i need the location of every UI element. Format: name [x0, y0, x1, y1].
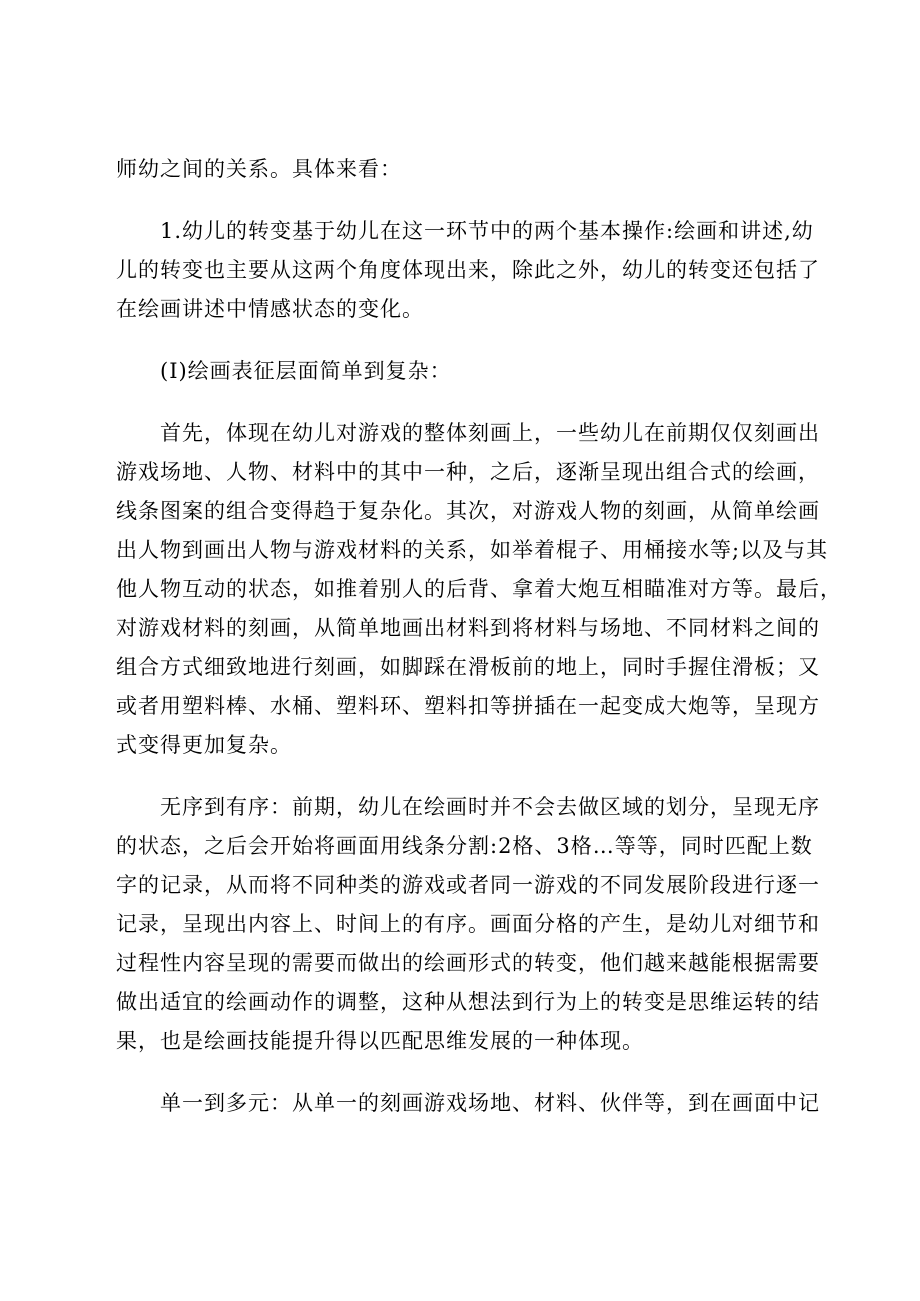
paragraph-gap [116, 189, 812, 212]
text-line: 在绘画讲述中情感状态的变化。 [116, 297, 424, 321]
paragraph [116, 788, 820, 1061]
text-line: 师幼之间的关系。具体来看： [116, 157, 402, 181]
text-line: 的状态，之后会开始将画面用线条分割:2格、3格…等等，同时匹配上数 [116, 834, 813, 858]
text-line: 首先，体现在幼儿对游戏的整体刻画上，一些幼儿在前期仅仅刻画出 [116, 421, 820, 445]
text-line: 式变得更加复杂。 [116, 733, 292, 757]
text-line: 儿的转变也主要从这两个角度体现出来，除此之外，幼儿的转变还包括了 [116, 258, 820, 282]
text-line: 对游戏材料的刻画，从简单地画出材料到将材料与场地、不同材料之间的 [116, 616, 820, 640]
paragraph-gap [116, 329, 812, 352]
paragraph-gap [116, 1061, 812, 1084]
text-line: 无序到有序：前期，幼儿在绘画时并不会去做区域的划分，呈现无序 [116, 795, 820, 819]
paragraph [116, 414, 842, 765]
document-body [116, 150, 842, 1123]
text-line: (I)绘画表征层面简单到复杂： [116, 359, 452, 383]
text-line: 线条图案的组合变得趋于复杂化。其次，对游戏人物的刻画，从简单绘画 [116, 499, 820, 523]
paragraph-gap [116, 391, 812, 414]
paragraph [116, 212, 820, 329]
text-line: 1.幼儿的转变基于幼儿在这一环节中的两个基本操作:绘画和讲述,幼 [116, 219, 814, 243]
text-line: 字的记录，从而将不同种类的游戏或者同一游戏的不同发展阶段进行逐一 [116, 873, 820, 897]
text-line: 记录，呈现出内容上、时间上的有序。画面分格的产生，是幼儿对细节和 [116, 912, 820, 936]
paragraph [116, 150, 812, 189]
text-line: 组合方式细致地进行刻画，如脚踩在滑板前的地上，同时手握住滑板；又 [116, 655, 820, 679]
text-line: 果，也是绘画技能提升得以匹配思维发展的一种体现。 [116, 1029, 644, 1053]
paragraph [116, 352, 812, 391]
text-line: 他人物互动的状态，如推着别人的后背、拿着大炮互相瞄准对方等。最后， [116, 577, 842, 601]
text-line: 出人物到画出人物与游戏材料的关系，如举着棍子、用桶接水等;以及与其 [116, 538, 829, 562]
paragraph-gap [116, 765, 812, 788]
text-line: 单一到多元：从单一的刻画游戏场地、材料、伙伴等，到在画面中记 [116, 1091, 820, 1115]
text-line: 或者用塑料棒、水桶、塑料环、塑料扣等拼插在一起变成大炮等，呈现方 [116, 694, 820, 718]
text-line: 过程性内容呈现的需要而做出的绘画形式的转变，他们越来越能根据需要 [116, 951, 820, 975]
text-line: 做出适宜的绘画动作的调整，这种从想法到行为上的转变是思维运转的结 [116, 990, 820, 1014]
paragraph [116, 1084, 820, 1123]
text-line: 游戏场地、人物、材料中的其中一种，之后，逐渐呈现出组合式的绘画， [116, 460, 820, 484]
